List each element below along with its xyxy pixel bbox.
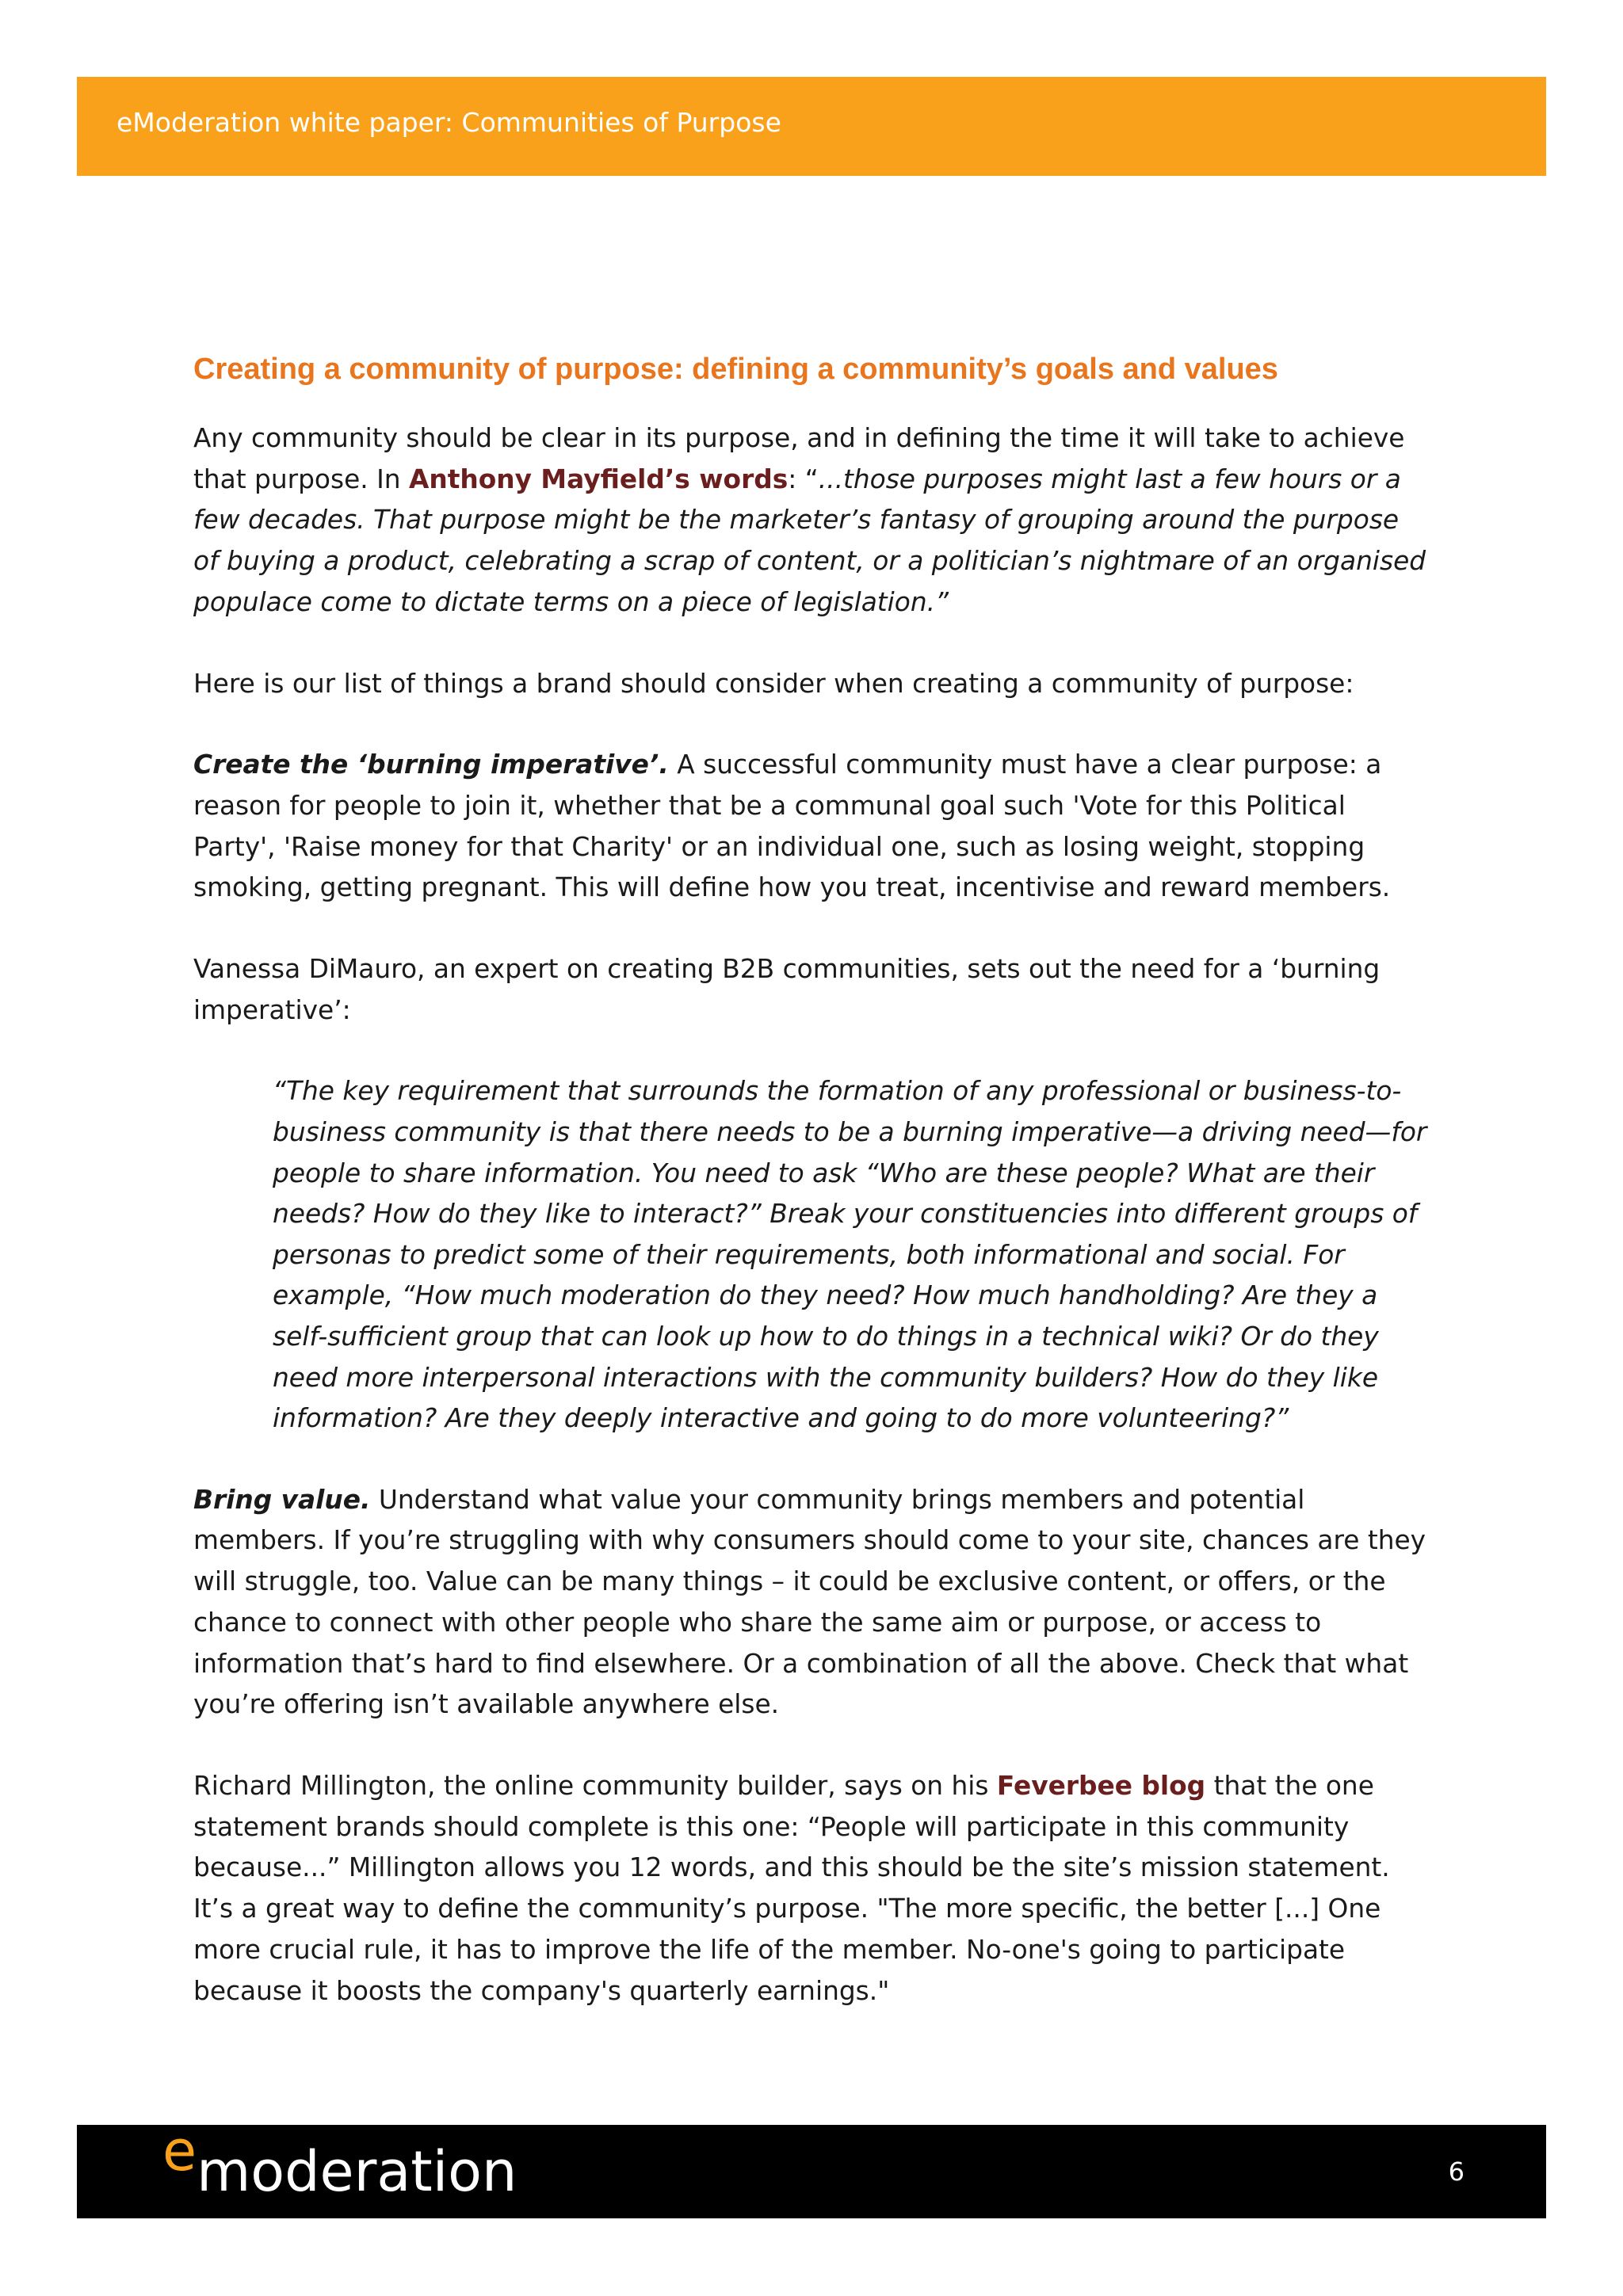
anthony-mayfield-link[interactable]: Anthony Mayfield’s words: [409, 463, 789, 494]
paragraph-list-intro: Here is our list of things a brand should consider when creating a community of purpose:: [193, 668, 1354, 699]
paragraph-millington: [193, 1766, 1430, 2012]
bring-value-heading: Bring value.: [193, 1484, 371, 1515]
paragraph-dimauro: Vanessa DiMauro, an expert on creating B2B communities, sets out the need for a ‘burning imperative’:: [193, 954, 1381, 1025]
burning-imperative-text: A successful community must have a clear purpose: a reason for people to join it, whether that be a communal goal such 'Vote for this Political Party', 'Raise money for that Charity' or an individual one, such as losing weight, stopping smoking, getting pregnant. This will define how you treat, incentivise and reward members.: [193, 749, 1391, 903]
millington-text-2: that the one statement brands should complete is this one: “People will participate in this community because...” Millington allows you 12 words, and this should be the site’s mission statement. It’s a great way to define the community’s purpose. "The more specific, the better [...] One more crucial rule, it has to improve the life of the member. No-one's going to participate because it boosts the company's quarterly earnings.": [193, 1771, 1390, 2006]
section-title: Creating a community of purpose: defining a community’s goals and values: [193, 353, 1278, 386]
footer-bar: [77, 2119, 1546, 2218]
feverbee-blog-link[interactable]: Feverbee blog: [996, 1771, 1206, 1801]
header-bar: [77, 77, 1546, 176]
bring-value-text: Understand what value your community brings members and potential members. If you’re struggling with why consumers should come to your site, chances are they will struggle, too. Value can be many things – it could be exclusive content, or offers, or the chance to connect with other people who share the same aim or purpose, or access to information that’s hard to find elsewhere. Or a combination of all the above. Check that what you’re offering isn’t available anywhere else.: [193, 1484, 1426, 1720]
header-title: eModeration white paper: Communities of Purpose: [116, 107, 781, 138]
mayfield-quote: ...those purposes might last a few hours or a few decades. That purpose might be the marketer’s fantasy of grouping around the purpose of buying a product, celebrating a scrap of content, or a politician’s nightmare of an organised populace come to dictate terms on a piece of legislation.”: [193, 463, 1426, 617]
paragraph-intro-text: Any community should be clear in its purpose, and in defining the time it will take to achieve that purpose. In: [193, 423, 1405, 494]
logo-e: e: [162, 2119, 197, 2183]
paragraph-intro: [193, 418, 1430, 624]
emoderation-logo: [162, 2119, 517, 2204]
page-content: [193, 353, 1430, 2012]
millington-text: Richard Millington, the online community builder, says on his: [193, 1771, 997, 1801]
paragraph-intro-text-2: : “: [788, 463, 819, 494]
logo-text: moderation: [197, 2139, 517, 2204]
burning-imperative-heading: Create the ‘burning imperative’.: [193, 749, 669, 780]
paragraph-bring-value: [193, 1480, 1430, 1726]
dimauro-blockquote: “The key requirement that surrounds the formation of any professional or business-to-business community is that there needs to be a burning imperative—a driving need—for people to share information. You need to ask “Who are these people? What are their needs? How do they like to interact?” Break your constituencies into different groups of personas to predict some of their requirements, both informational and social. For example, “How much moderation do they need? How much handholding? Are they a self-sufficient group that can look up how to do things in a technical wiki? Or do they need more interpersonal interactions with the community builders? How do they like information? Are they deeply interactive and going to do more volunteering?”: [273, 1076, 1427, 1434]
page-number: 6: [1448, 2157, 1465, 2187]
paragraph-burning-imperative: [193, 745, 1430, 909]
